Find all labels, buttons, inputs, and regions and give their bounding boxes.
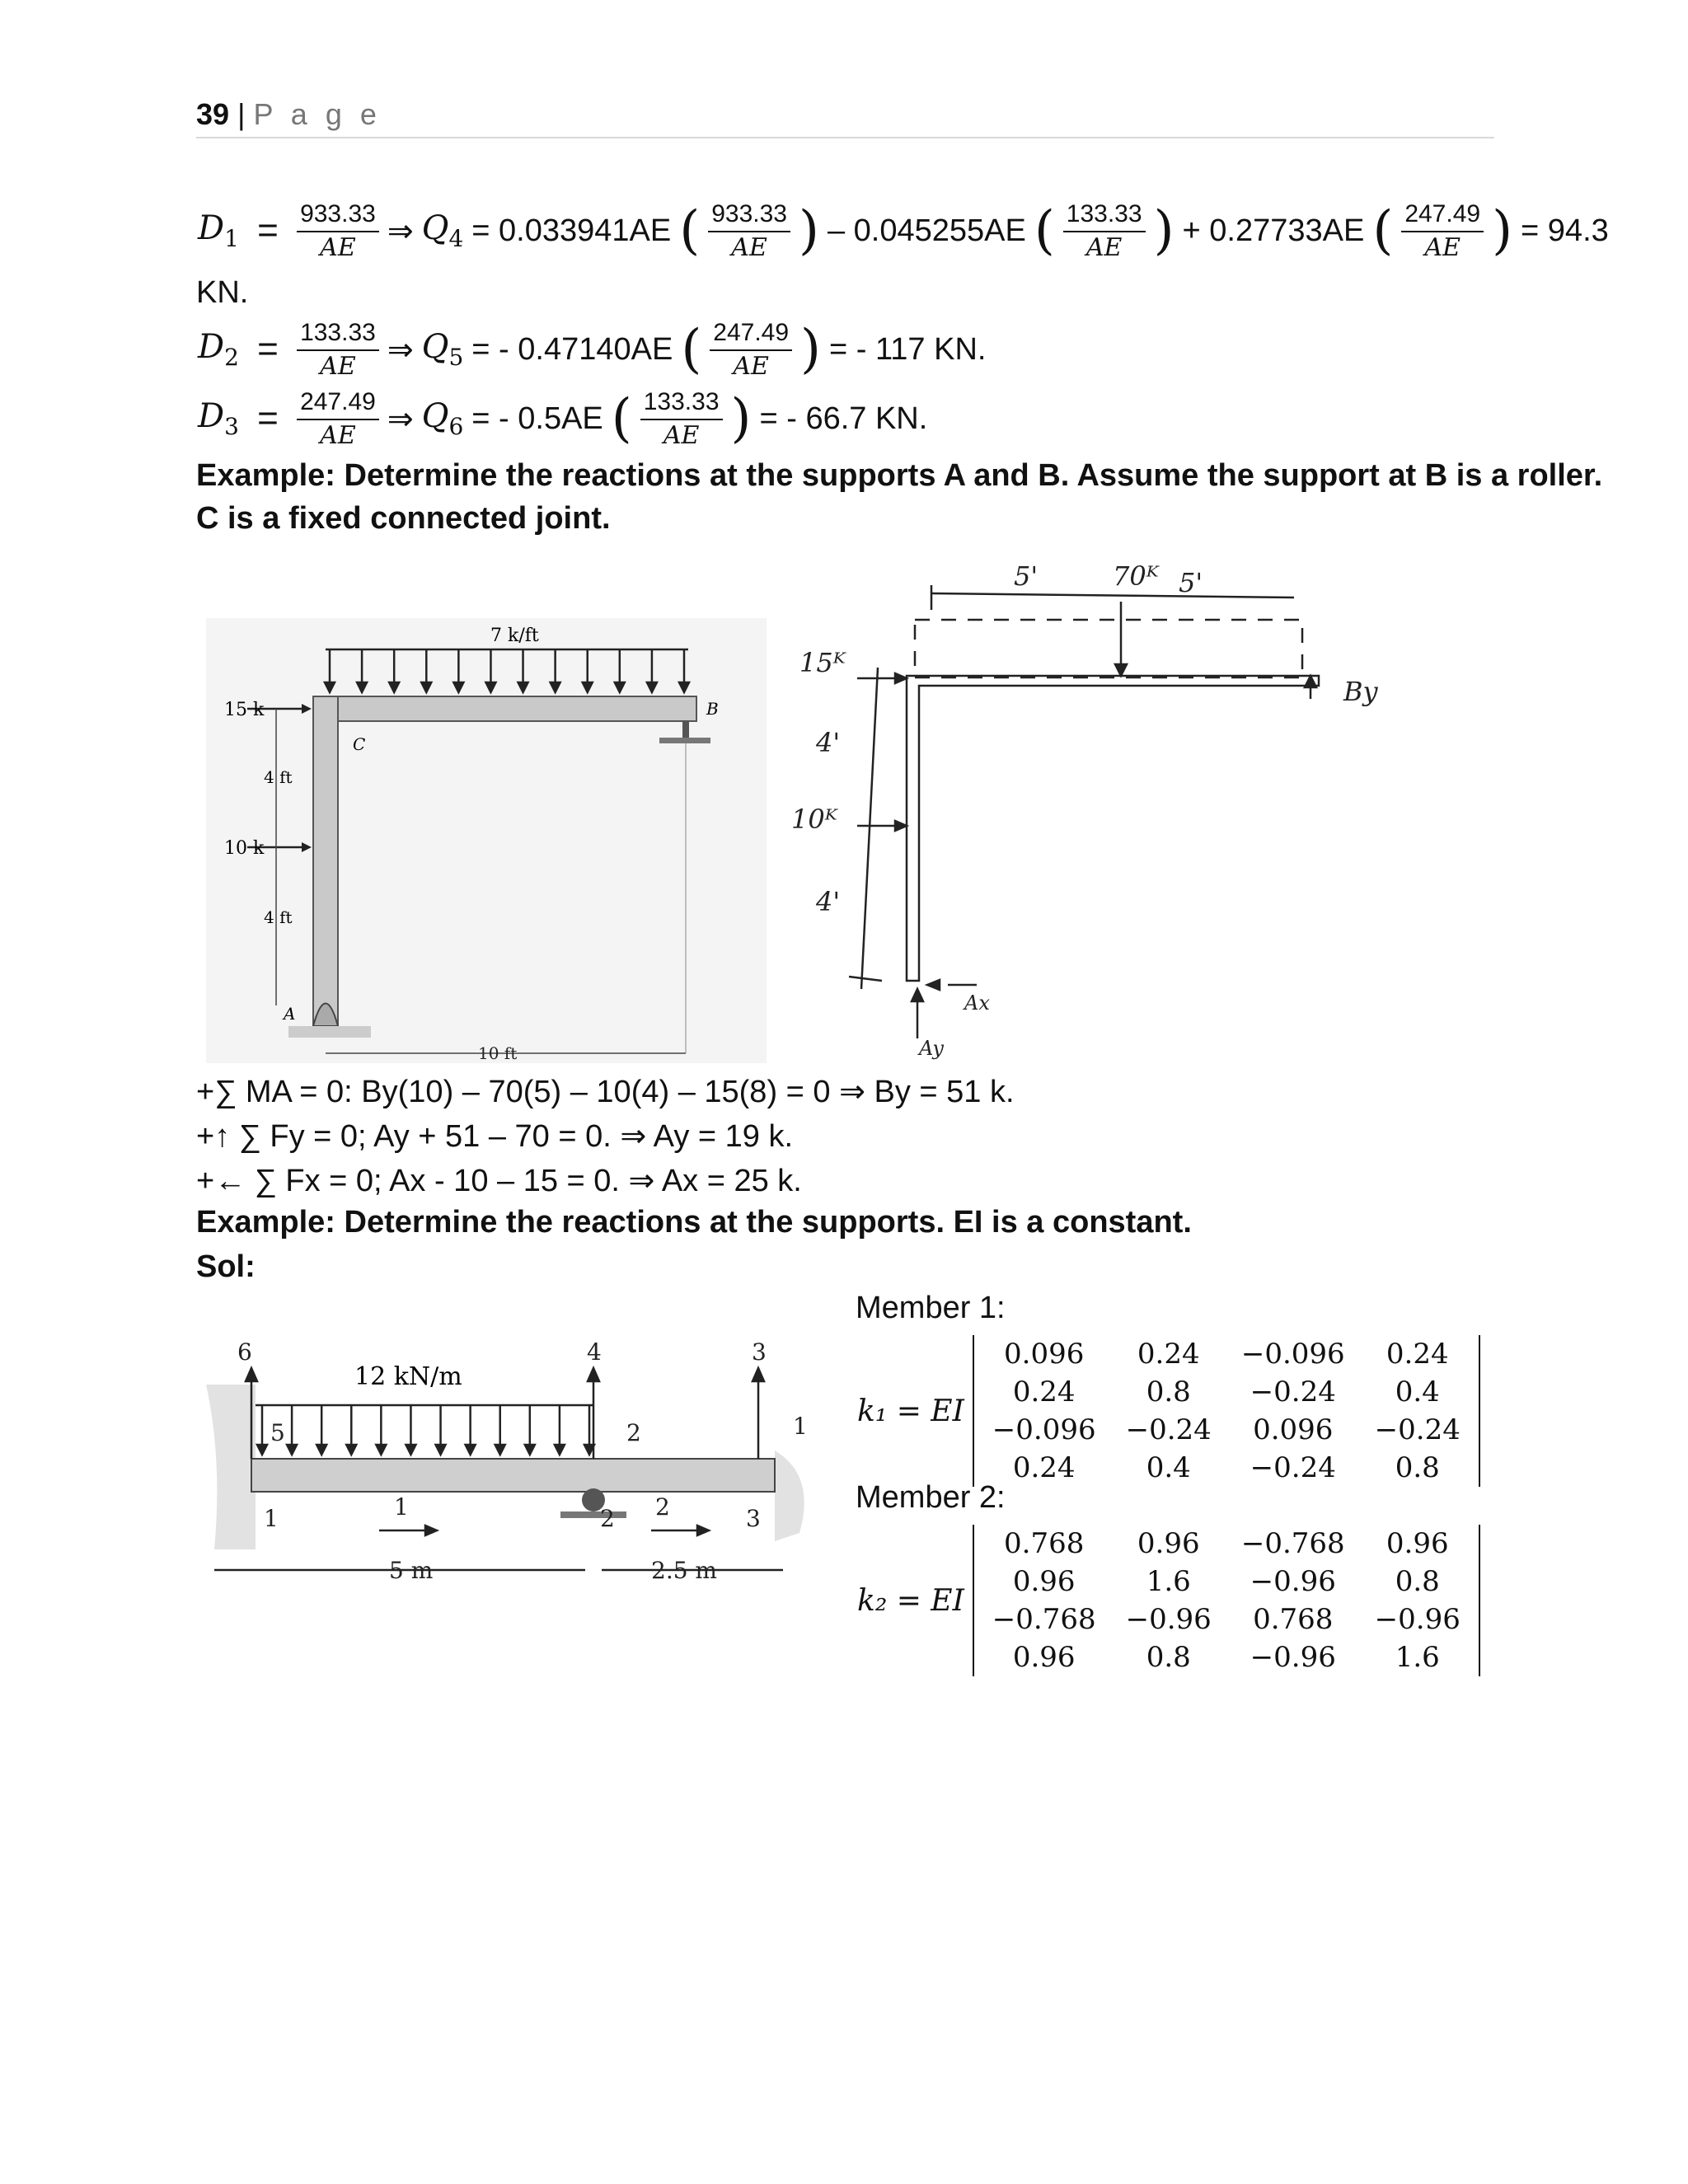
matrix-cell: 0.4 bbox=[1146, 1451, 1191, 1484]
matrix-cell: 0.4 bbox=[1395, 1376, 1440, 1408]
matrix-row bbox=[978, 1449, 1475, 1487]
node-label-3: 3 bbox=[746, 1505, 761, 1532]
example1-line2: C is a fixed connected joint. bbox=[196, 501, 611, 536]
fbd-force-10k: 10ᴷ bbox=[791, 804, 837, 835]
beam bbox=[313, 696, 696, 721]
fbd-height-upper: 4' bbox=[816, 727, 841, 758]
matrix-cell: 0.24 bbox=[1012, 1451, 1076, 1484]
load-label: 7 k/ft bbox=[490, 626, 539, 646]
beam-load-arrows bbox=[256, 1405, 594, 1455]
matrix-row bbox=[978, 1638, 1475, 1676]
column bbox=[313, 696, 338, 1026]
equilibrium-fy: +↑ ∑ Fy = 0; Ay + 51 – 70 = 0. ⇒ Ay = 19 k. bbox=[196, 1119, 794, 1154]
matrix-row bbox=[978, 1335, 1475, 1373]
k1-label: k₁ = EI bbox=[857, 1394, 964, 1428]
matrix-cell: −0.24 bbox=[1374, 1413, 1461, 1446]
matrix-row bbox=[978, 1601, 1475, 1638]
matrix-row bbox=[978, 1525, 1475, 1563]
matrix-cell: −0.24 bbox=[1250, 1451, 1336, 1484]
span-label: 10 ft bbox=[478, 1043, 518, 1063]
matrix-cell: 0.24 bbox=[1012, 1376, 1076, 1408]
point-b-label: B bbox=[706, 699, 719, 719]
matrix-cell: −0.768 bbox=[992, 1603, 1096, 1636]
node-label-1: 1 bbox=[264, 1505, 279, 1532]
matrix-cell: −0.096 bbox=[992, 1413, 1096, 1446]
matrix-cell: 0.096 bbox=[1004, 1338, 1085, 1371]
member2-title: Member 2: bbox=[856, 1480, 1006, 1515]
roller-support-b bbox=[659, 738, 710, 743]
member1-title: Member 1: bbox=[856, 1291, 1006, 1325]
matrix-cell: 0.96 bbox=[1137, 1527, 1200, 1560]
equation-d3: $D_3$ = $\frac{247.49}{AE}$ ⇒ $Q_6$ = - 0.5AE ( $\frac{133.33}{AE}$ ) = - 66.7 KN. bbox=[198, 386, 927, 452]
fbd-force-15k: 15ᴷ bbox=[799, 647, 846, 678]
matrix-cell: −0.24 bbox=[1125, 1413, 1212, 1446]
matrix-row bbox=[978, 1373, 1475, 1411]
member1-table bbox=[978, 1335, 1475, 1487]
frame-figure bbox=[206, 618, 767, 1063]
matrix-cell: −0.96 bbox=[1250, 1565, 1336, 1598]
height-label-upper: 4 ft bbox=[264, 767, 293, 787]
matrix-cell: 0.96 bbox=[1012, 1565, 1076, 1598]
member2-table bbox=[978, 1525, 1475, 1676]
matrix-cell: 0.768 bbox=[1004, 1527, 1085, 1560]
matrix-cell: 0.96 bbox=[1012, 1641, 1076, 1674]
fbd-ay-label: Ay bbox=[919, 1037, 944, 1060]
member2-matrix bbox=[857, 1525, 1480, 1676]
matrix-cell: 0.096 bbox=[1253, 1413, 1334, 1446]
point-c-label: C bbox=[353, 734, 366, 754]
matrix-cell: −0.096 bbox=[1240, 1338, 1345, 1371]
equation-d1-unit: KN. bbox=[196, 275, 249, 310]
force-10k-label: 10 k bbox=[224, 838, 265, 859]
continuous-beam bbox=[251, 1459, 775, 1492]
height-label-lower: 4 ft bbox=[264, 907, 293, 927]
left-fixed-support bbox=[206, 1385, 256, 1549]
matrix-cell: 0.8 bbox=[1146, 1376, 1191, 1408]
matrix-cell: 0.8 bbox=[1146, 1641, 1191, 1674]
node-label-2: 2 bbox=[600, 1505, 615, 1532]
page-header bbox=[196, 97, 382, 132]
fbd-by-label: By bbox=[1343, 676, 1378, 707]
dof-label-3: 3 bbox=[752, 1338, 767, 1366]
dof-label-4: 4 bbox=[587, 1338, 602, 1366]
member-label-1: 1 bbox=[394, 1493, 409, 1521]
page-number: 39 bbox=[196, 97, 230, 131]
header-separator: | bbox=[237, 97, 246, 131]
fbd-dim-left: 5' bbox=[1014, 560, 1039, 592]
dof-label-5: 5 bbox=[270, 1419, 285, 1446]
member1-matrix bbox=[857, 1335, 1480, 1487]
fbd-ax-label: Ax bbox=[964, 991, 990, 1015]
equilibrium-moment: +∑ MA = 0: By(10) – 70(5) – 10(4) – 15(8) = 0 ⇒ By = 51 k. bbox=[196, 1075, 1015, 1109]
fbd-load-70k: 70ᴷ bbox=[1113, 560, 1159, 592]
force-15k-label: 15 k bbox=[224, 700, 265, 720]
dof-label-2: 2 bbox=[626, 1419, 641, 1446]
span-label-5m: 5 m bbox=[389, 1557, 434, 1584]
span-label-2-5m: 2.5 m bbox=[651, 1557, 717, 1584]
matrix-cell: 0.24 bbox=[1386, 1338, 1449, 1371]
free-body-diagram bbox=[767, 560, 1409, 1063]
example2-line1: Example: Determine the reactions at the supports. EI is a constant. bbox=[196, 1205, 1192, 1240]
beam-figure bbox=[206, 1335, 832, 1599]
point-a-label: A bbox=[284, 1004, 296, 1024]
matrix-cell: −0.96 bbox=[1374, 1603, 1461, 1636]
matrix-cell: 0.24 bbox=[1137, 1338, 1200, 1371]
matrix-cell: 0.8 bbox=[1395, 1451, 1440, 1484]
member-label-2: 2 bbox=[655, 1493, 670, 1521]
dof-label-6: 6 bbox=[237, 1338, 252, 1366]
matrix-cell: −0.24 bbox=[1250, 1376, 1336, 1408]
matrix-cell: 0.8 bbox=[1395, 1565, 1440, 1598]
matrix-cell: −0.96 bbox=[1125, 1603, 1212, 1636]
page-word: P a g e bbox=[253, 97, 382, 131]
matrix-row bbox=[978, 1411, 1475, 1449]
beam-load-label: 12 kN/m bbox=[354, 1362, 462, 1391]
matrix-cell: −0.96 bbox=[1250, 1641, 1336, 1674]
right-fixed-support bbox=[775, 1451, 804, 1541]
dof-label-1: 1 bbox=[793, 1413, 808, 1440]
example1-line1: Example: Determine the reactions at the supports A and B. Assume the support at B is a roller. bbox=[196, 458, 1603, 493]
matrix-cell: 0.768 bbox=[1253, 1603, 1334, 1636]
equation-d1: $D_1$ = $\frac{933.33}{AE}$ ⇒ $Q_4$ = 0.033941AE ( $\frac{933.33}{AE}$ ) – 0.045255AE ( $\frac{133.33}{AE}$ ) + 0.27733AE ( $\frac{247.49}{AE}$ ) = 94.3 bbox=[198, 198, 1609, 264]
fbd-height-lower: 4' bbox=[816, 886, 841, 917]
equation-d2: $D_2$ = $\frac{133.33}{AE}$ ⇒ $Q_5$ = - 0.47140AE ( $\frac{247.49}{AE}$ ) = - 117 KN. bbox=[198, 316, 986, 382]
fbd-dim-right: 5' bbox=[1179, 567, 1203, 598]
matrix-cell: −0.768 bbox=[1240, 1527, 1345, 1560]
matrix-cell: 1.6 bbox=[1395, 1641, 1440, 1674]
header-rule bbox=[196, 137, 1494, 138]
equilibrium-fx: +← ∑ Fx = 0; Ax - 10 – 15 = 0. ⇒ Ax = 25 k. bbox=[196, 1164, 802, 1198]
matrix-cell: 0.96 bbox=[1386, 1527, 1449, 1560]
matrix-row bbox=[978, 1563, 1475, 1601]
sol-label: Sol: bbox=[196, 1249, 256, 1284]
k2-label: k₂ = EI bbox=[857, 1583, 964, 1618]
matrix-cell: 1.6 bbox=[1146, 1565, 1191, 1598]
